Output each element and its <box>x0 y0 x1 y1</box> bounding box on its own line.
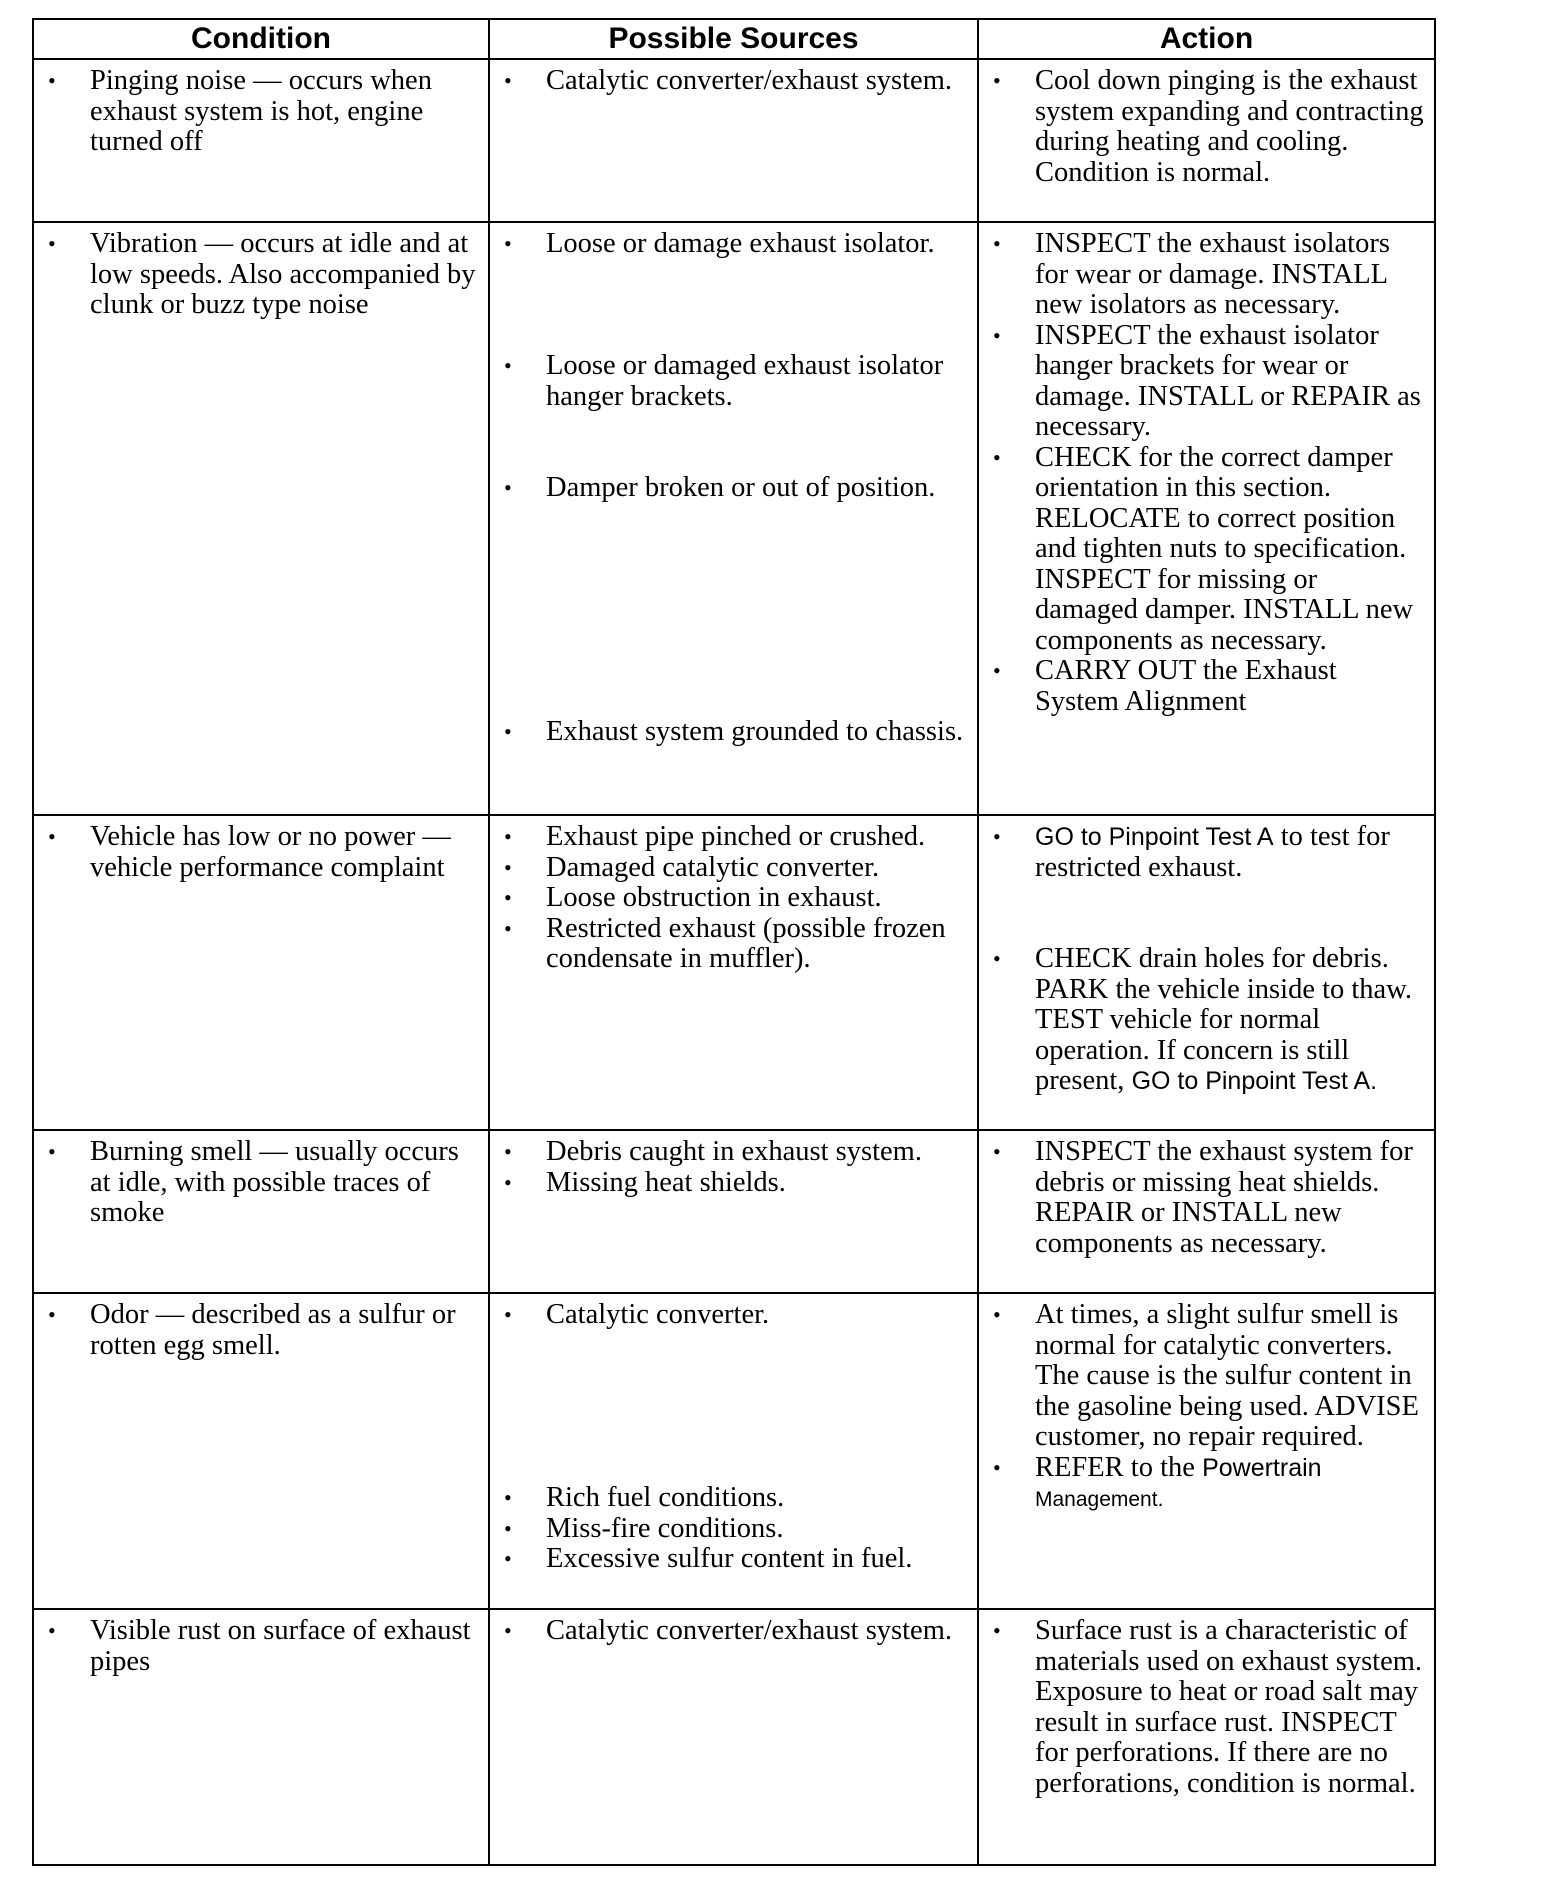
sources-cell <box>489 1293 978 1609</box>
action-item: • CARRY OUT the Exhaust System Alignment <box>993 655 1337 717</box>
header-condition: Condition <box>33 19 489 59</box>
bullet-icon: • <box>504 854 512 880</box>
action-item: • Surface rust is a characteristic of materials used on exhaust system. Exposure to heat or road salt may result in surface rust. INSPECT for perforations. If there are no perforations, condition is normal. <box>993 1615 1423 1799</box>
action-cell <box>978 1293 1435 1609</box>
sources-cell <box>489 59 978 222</box>
source-item: • Loose or damage exhaust isolator. <box>504 228 935 259</box>
table-row <box>33 1293 1435 1609</box>
bullet-icon: • <box>993 1618 1001 1643</box>
source-item: • Excessive sulfur content in fuel. <box>504 1543 913 1574</box>
action-cell <box>978 222 1435 815</box>
bullet-icon: • <box>48 1302 56 1327</box>
bullet-icon: • <box>504 824 512 849</box>
condition-cell <box>33 815 489 1130</box>
bullet-icon: • <box>993 658 1001 683</box>
bullet-icon: • <box>504 1139 512 1164</box>
bullet-icon: • <box>993 824 1001 849</box>
bullet-icon: • <box>504 719 512 744</box>
action-cell <box>978 59 1435 222</box>
bullet-icon: • <box>993 1302 1001 1327</box>
action-item: • CHECK for the correct damper orientation in this section. RELOCATE to correct position and tighten nuts to specification. INSPECT for missing or damaged damper. INSTALL new components as necessary. <box>993 441 1414 656</box>
bullet-icon: • <box>504 68 512 93</box>
diagnosis-table <box>32 18 1436 1866</box>
source-item: • Catalytic converter/exhaust system. <box>504 1615 952 1646</box>
source-item: • Exhaust system grounded to chassis. <box>504 716 964 747</box>
action-item: • INSPECT the exhaust system for debris or missing heat shields. REPAIR or INSTALL new components as necessary. <box>993 1136 1413 1259</box>
bullet-icon: • <box>993 231 1001 256</box>
condition-item: • Pinging noise — occurs when exhaust system is hot, engine turned off <box>48 65 432 157</box>
source-item: • Catalytic converter. <box>504 1299 770 1330</box>
action-cell <box>978 815 1435 1130</box>
condition-item: • Odor — described as a sulfur or rotten egg smell. <box>48 1299 456 1361</box>
action-cell <box>978 1609 1435 1865</box>
source-item: • Loose obstruction in exhaust. <box>504 882 882 913</box>
table-row <box>33 222 1435 815</box>
bullet-icon: • <box>504 1169 512 1195</box>
source-item: • Exhaust pipe pinched or crushed. <box>504 821 926 852</box>
powertrain-management-link[interactable]: Management. <box>1035 1488 1164 1511</box>
action-item: • CHECK drain holes for debris. PARK the vehicle inside to thaw. TEST vehicle for normal operation. If concern is still present, GO to Pinpoint Test A. <box>993 943 1413 1096</box>
bullet-icon: • <box>504 475 512 500</box>
header-possible-sources: Possible Sources <box>489 19 978 59</box>
action-item: • INSPECT the exhaust isolators for wear or damage. INSTALL new isolators as necessary. <box>993 228 1390 320</box>
bullet-icon: • <box>48 68 56 93</box>
powertrain-management-link[interactable]: Powertrain <box>1202 1453 1322 1482</box>
bullet-icon: • <box>504 1546 512 1571</box>
condition-item: • Vehicle has low or no power — vehicle performance complaint <box>48 821 451 883</box>
sources-cell <box>489 1130 978 1293</box>
bullet-icon: • <box>504 231 512 256</box>
bullet-icon: • <box>48 1618 56 1643</box>
header-action: Action <box>978 19 1435 59</box>
source-item: • Catalytic converter/exhaust system. <box>504 65 952 96</box>
source-item: • Restricted exhaust (possible frozen condensate in muffler). <box>504 912 946 974</box>
pinpoint-test-a-link[interactable]: GO to Pinpoint Test A. <box>1131 1067 1378 1095</box>
bullet-icon: • <box>48 231 56 256</box>
condition-item: • Burning smell — usually occurs at idle, with possible traces of smoke <box>48 1136 459 1228</box>
action-item: • Cool down pinging is the exhaust system expanding and contracting during heating and cooling. Condition is normal. <box>993 65 1424 188</box>
table-row <box>33 1130 1435 1293</box>
source-item: • Damaged catalytic converter. <box>504 851 880 883</box>
condition-item: • Vibration — occurs at idle and at low speeds. Also accompanied by clunk or buzz type noise <box>48 228 476 320</box>
table-row <box>33 815 1435 1130</box>
source-item: • Rich fuel conditions. <box>504 1482 785 1513</box>
bullet-icon: • <box>48 1139 56 1164</box>
bullet-icon: • <box>504 1515 512 1541</box>
source-item: • Debris caught in exhaust system. <box>504 1136 922 1167</box>
bullet-icon: • <box>504 885 512 910</box>
table-row <box>33 1609 1435 1865</box>
bullet-icon: • <box>993 444 1001 470</box>
source-item: • Missing heat shields. <box>504 1166 786 1198</box>
action-cell <box>978 1130 1435 1293</box>
source-item: • Damper broken or out of position. <box>504 472 936 503</box>
bullet-icon: • <box>504 1302 512 1327</box>
condition-cell <box>33 222 489 815</box>
bullet-icon: • <box>993 68 1001 93</box>
action-item: • GO to Pinpoint Test A to test for restricted exhaust. <box>993 821 1390 883</box>
bullet-icon: • <box>504 1485 512 1510</box>
bullet-icon: • <box>993 1139 1001 1164</box>
condition-cell <box>33 59 489 222</box>
bullet-icon: • <box>993 1454 1001 1480</box>
bullet-icon: • <box>48 824 56 849</box>
bullet-icon: • <box>504 353 512 378</box>
bullet-icon: • <box>993 322 1001 348</box>
pinpoint-test-a-link[interactable]: GO to Pinpoint Test A <box>1035 823 1274 851</box>
bullet-icon: • <box>993 946 1001 971</box>
bullet-icon: • <box>504 1618 512 1643</box>
header-row <box>33 19 1435 59</box>
condition-cell <box>33 1609 489 1865</box>
sources-cell <box>489 222 978 815</box>
action-item: • INSPECT the exhaust isolator hanger brackets for wear or damage. INSTALL or REPAIR as necessary. <box>993 319 1421 442</box>
condition-cell <box>33 1130 489 1293</box>
action-item: • REFER to the Powertrain Management. <box>993 1451 1322 1511</box>
table-row <box>33 59 1435 222</box>
sources-cell <box>489 815 978 1130</box>
source-item: • Loose or damaged exhaust isolator hanger brackets. <box>504 350 944 412</box>
action-item: • At times, a slight sulfur smell is normal for catalytic converters. The cause is the sulfur content in the gasoline being used. ADVISE customer, no repair required. <box>993 1299 1419 1452</box>
source-item: • Miss-fire conditions. <box>504 1512 784 1544</box>
sources-cell <box>489 1609 978 1865</box>
bullet-icon: • <box>504 915 512 941</box>
condition-cell <box>33 1293 489 1609</box>
condition-item: • Visible rust on surface of exhaust pipes <box>48 1615 471 1677</box>
